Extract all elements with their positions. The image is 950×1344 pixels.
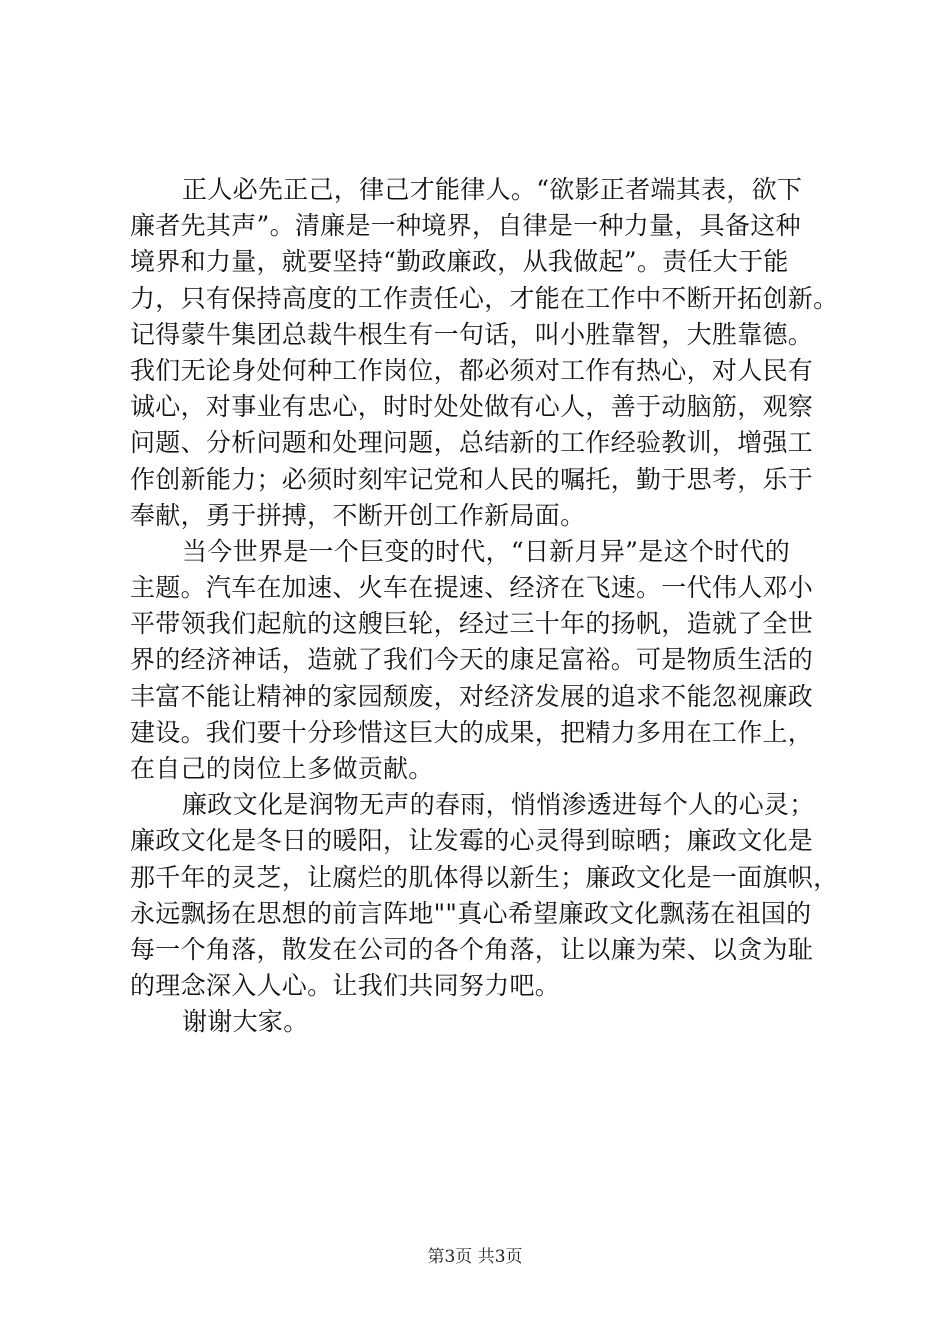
text-line: 奉献，勇于拼搏，不断开创工作新局面。	[130, 500, 586, 530]
text-line: 正人必先正己，律己才能律人。“欲影正者端其表，欲下	[182, 175, 803, 204]
text-line: 丰富不能让精神的家园颓废，对经济发展的追求不能忽视廉政	[130, 681, 814, 711]
text-line: 那千年的灵芝，让腐烂的肌体得以新生；廉政文化是一面旗帜，	[130, 862, 839, 892]
document-body	[130, 172, 850, 1041]
text-line: 问题、分析问题和处理问题，总结新的工作经验教训，增强工	[130, 428, 814, 458]
text-line: 建设。我们要十分珍惜这巨大的成果，把精力多用在工作上，	[130, 717, 814, 747]
text-line: 作创新能力；必须时刻牢记党和人民的嘱托，勤于思考，乐于	[130, 464, 814, 494]
text-line: 境界和力量，就要坚持“勤政廉政，从我做起”。责任大于能	[130, 247, 789, 277]
text-line: 廉政文化是润物无声的春雨，悄悄渗透进每个人的心灵；	[182, 790, 815, 820]
text-line: 主题。汽车在加速、火车在提速、经济在飞速。一代伟人邓小	[130, 573, 814, 603]
text-line: 永远飘扬在思想的前言阵地""真心希望廉政文化飘荡在祖国的	[130, 898, 812, 928]
text-line: 记得蒙牛集团总裁牛根生有一句话，叫小胜靠智，大胜靠德。	[130, 319, 814, 349]
text-line: 力，只有保持高度的工作责任心，才能在工作中不断开拓创新。	[130, 283, 839, 313]
text-line: 的理念深入人心。让我们共同努力吧。	[130, 971, 561, 1001]
text-line: 界的经济神话，造就了我们今天的康足富裕。可是物质生活的	[130, 645, 814, 675]
text-line: 每一个角落，散发在公司的各个角落，让以廉为荣、以贪为耻	[130, 934, 814, 964]
page-number-footer: 第3页 共3页	[427, 1247, 523, 1267]
text-line: 廉政文化是冬日的暖阳，让发霉的心灵得到晾晒；廉政文化是	[130, 826, 814, 856]
text-line: 谢谢大家。	[182, 1007, 309, 1037]
text-line: 平带领我们起航的这艘巨轮，经过三十年的扬帆，造就了全世	[130, 609, 814, 639]
text-line: 当今世界是一个巨变的时代，“日新月异”是这个时代的	[182, 536, 791, 566]
text-line: 廉者先其声”。清廉是一种境界，自律是一种力量，具备这种	[130, 211, 801, 241]
text-line: 在自己的岗位上多做贡献。	[130, 754, 434, 783]
text-line: 我们无论身处何种工作岗位，都必须对工作有热心，对人民有	[130, 355, 814, 385]
text-line: 诚心，对事业有忠心，时时处处做有心人，善于动脑筋，观察	[130, 392, 814, 422]
